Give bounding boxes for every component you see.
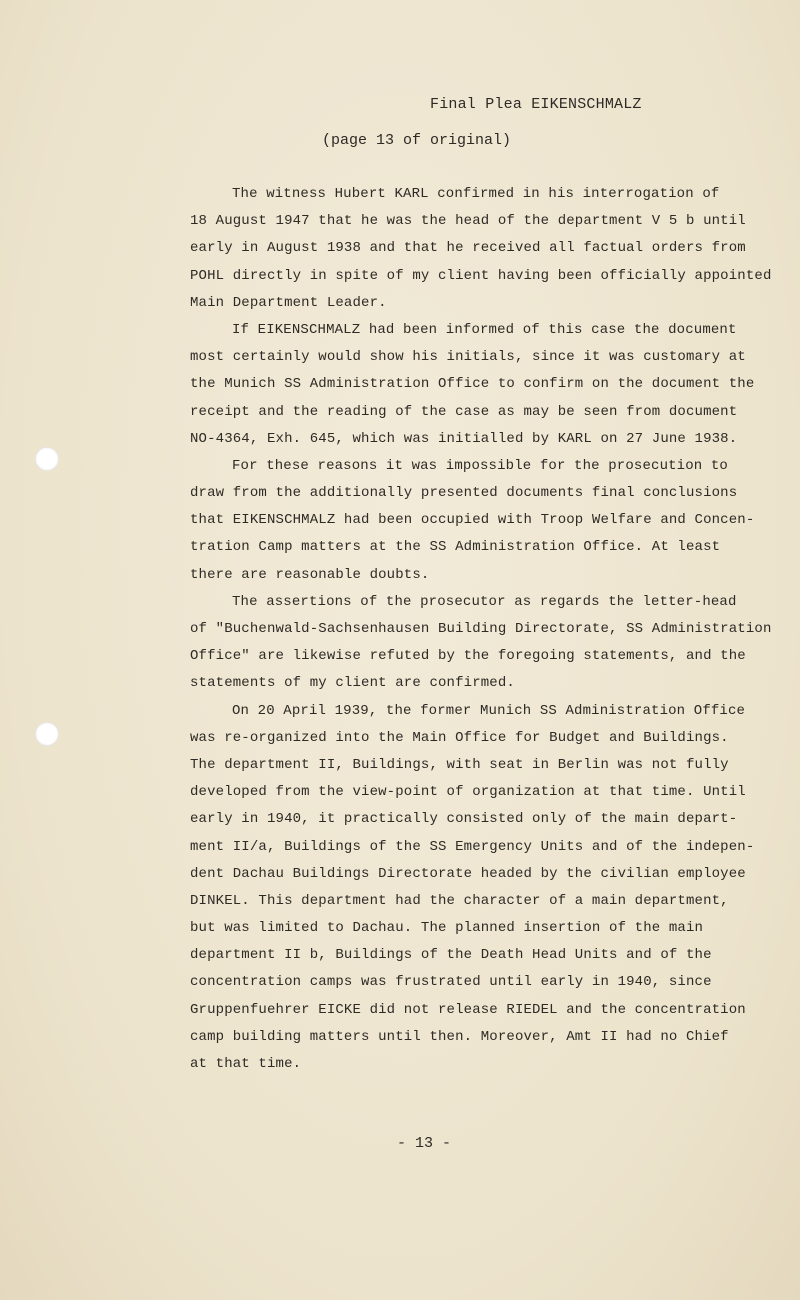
document-title: Final Plea EIKENSCHMALZ — [430, 96, 642, 113]
text-line: ment II/a, Buildings of the SS Emergency Units and of the indepen- — [190, 838, 755, 855]
text-line: tration Camp matters at the SS Administration Office. At least — [190, 539, 721, 556]
text-line: For these reasons it was impossible for the prosecution to — [232, 457, 728, 474]
punch-hole — [35, 447, 59, 471]
punch-hole — [35, 722, 59, 746]
text-line: was re-organized into the Main Office for Budget and Buildings. — [190, 729, 729, 746]
text-line: but was limited to Dachau. The planned insertion of the main — [190, 920, 704, 937]
text-line: early in August 1938 and that he received all factual orders from — [190, 240, 746, 257]
document-subtitle: (page 13 of original) — [322, 132, 512, 149]
text-line: The witness Hubert KARL confirmed in his interrogation of — [232, 186, 720, 202]
text-line: there are reasonable doubts. — [190, 566, 430, 583]
text-line: dent Dachau Buildings Directorate headed by the civilian employee — [190, 865, 746, 882]
text-line: On 20 April 1939, the former Munich SS Administration Office — [232, 702, 746, 719]
body-text — [190, 181, 772, 1078]
text-line: If EIKENSCHMALZ had been informed of this case the document — [232, 321, 737, 338]
text-line: DINKEL. This department had the character of a main department, — [190, 892, 729, 909]
text-line: POHL directly in spite of my client having been officially appointed — [190, 267, 772, 284]
text-line: The assertions of the prosecutor as regards the letter-head — [232, 593, 737, 610]
text-line: that EIKENSCHMALZ had been occupied with Troop Welfare and Concen- — [190, 512, 755, 529]
text-line: draw from the additionally presented documents final conclusions — [190, 485, 738, 502]
text-line: concentration camps was frustrated until early in 1940, since — [190, 974, 712, 991]
text-line: Gruppenfuehrer EICKE did not release RIEDEL and the concentration — [190, 1001, 746, 1018]
text-line: early in 1940, it practically consisted only of the main depart- — [190, 811, 738, 828]
text-line: camp building matters until then. Moreover, Amt II had no Chief — [190, 1028, 729, 1045]
text-line: Main Department Leader. — [190, 294, 387, 311]
text-line: at that time. — [190, 1056, 302, 1072]
text-line: most certainly would show his initials, since it was customary at — [190, 349, 746, 366]
text-line: 18 August 1947 that he was the head of the department V 5 b until — [190, 213, 746, 230]
text-line: receipt and the reading of the case as may be seen from document — [190, 403, 738, 420]
text-line: the Munich SS Administration Office to confirm on the document the — [190, 376, 755, 393]
text-line: department II b, Buildings of the Death Head Units and of the — [190, 947, 712, 964]
text-line: of "Buchenwald-Sachsenhausen Building Directorate, SS Administration — [190, 621, 772, 637]
text-line: NO-4364, Exh. 645, which was initialled by KARL on 27 June 1938. — [190, 430, 738, 447]
text-line: The department II, Buildings, with seat in Berlin was not fully — [190, 756, 729, 773]
page-number: - 13 - — [397, 1135, 452, 1152]
text-line: statements of my client are confirmed. — [190, 675, 515, 692]
text-line: Office" are likewise refuted by the foregoing statements, and the — [190, 648, 746, 665]
text-line: developed from the view-point of organization at that time. Until — [190, 784, 746, 801]
